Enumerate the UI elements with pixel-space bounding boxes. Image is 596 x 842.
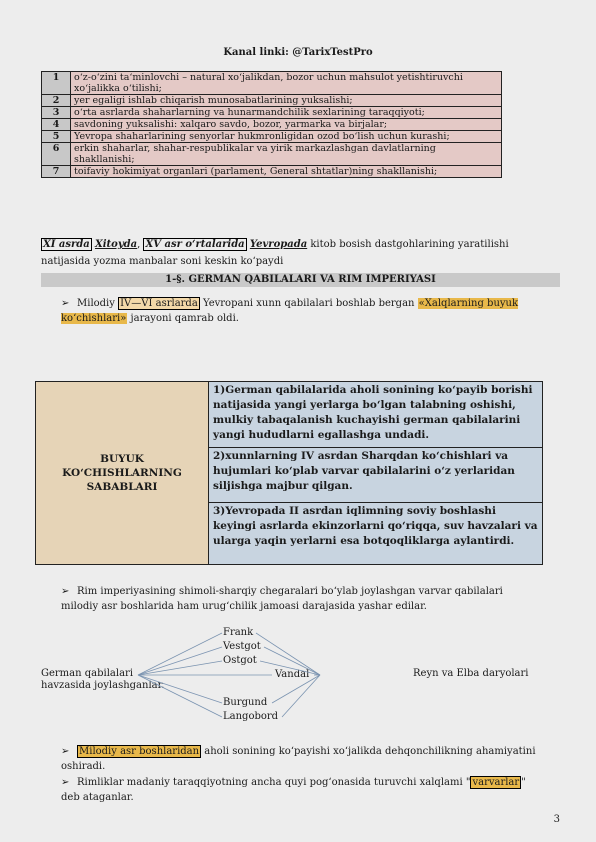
cause-item: 1)German qabilalarida aholi sonining ko‘payib borishi natijasida yangi yerlarga bo‘lgan talabning oshishi, mulkiy tabaqalanish kuchayishi german qabilalarini yangi hududlarni egallashga undadi. bbox=[209, 382, 542, 448]
intro-term-2: Xitoyda bbox=[94, 239, 138, 250]
diagram-left-label: German qabilalari havzasida joylashganlar. bbox=[41, 668, 165, 691]
tribe-vandal: Vandal bbox=[275, 669, 310, 680]
tribe-vestgot: Vestgot bbox=[223, 641, 261, 652]
arrow-bullet-icon: ➢ bbox=[61, 746, 70, 757]
period-highlight: IV—VI asrlarda bbox=[120, 298, 198, 309]
tribe-langobord: Langobord bbox=[223, 711, 279, 722]
table-row: 5 Yevropa shaharlarining senyorlar hukmronligidan ozod bo‘lish uchun kurashi; bbox=[42, 131, 502, 143]
intro-term-3: XV asr o‘rtalarida bbox=[145, 239, 245, 250]
intro-paragraph: XI asrda Xitoyda, XV asr o‘rtalarida Yevropada kitob bosish dastgohlarining yaratilishi natijasida yozma manbalar soni keskin ko‘paydi bbox=[41, 239, 509, 267]
table-row: 1 o‘z-o‘zini ta‘minlovchi – natural xo‘jalikdan, bozor uchun mahsulot yetishtiruvchi xo‘jalikka o‘tilishi; bbox=[42, 72, 502, 95]
page-number: 3 bbox=[553, 814, 560, 825]
table-row: 6 erkin shaharlar, shahar-respublikalar va yirik markazlashgan davlatlarning shakllanishi; bbox=[42, 143, 502, 166]
bullet-agriculture: ➢ Milodiy asr boshlaridan aholi sonining ko‘payishi xo‘jalikda dehqonchilikning ahamiyatini oshiradi. bbox=[61, 746, 536, 772]
cause-item: 3)Yevropada II asrdan iqlimning soviy boshlashi keyingi asrlarda ekinzorlarni qo‘riqqa, suv havzalari va ularga yaqin yerlarni esa botqoqliklarga aylantirdi. bbox=[209, 503, 542, 564]
section-title: 1-§. GERMAN QABILALARI VA RIM IMPERIYASI bbox=[41, 273, 560, 287]
term-highlight: «Xalqlarning buyuk ko‘chishlari» bbox=[61, 298, 519, 324]
tribe-burgund: Burgund bbox=[223, 697, 268, 708]
table-row: 2 yer egaligi ishlab chiqarish munosabatlarining yuksalishi; bbox=[42, 95, 502, 107]
bullet-migration: ➢ Milodiy IV—VI asrlarda Yevropani xunn qabilalari boshlab bergan «Xalqlarning buyuk ko‘chishlari» jarayoni qamrab oldi. bbox=[61, 298, 519, 324]
table-row: 3 o‘rta asrlarda shaharlarning va hunarmandchilik sexlarining taraqqiyoti; bbox=[42, 107, 502, 119]
agriculture-highlight: Milodiy asr boshlaridan bbox=[79, 746, 200, 757]
channel-header: Kanal linki: @TarixTestPro bbox=[223, 47, 373, 58]
causes-title: BUYUK KO‘CHISHLARNING SABABLARI bbox=[36, 382, 209, 564]
table-row: 4 savdoning yuksalishi: xalqaro savdo, bozor, yarmarka va birjalar; bbox=[42, 119, 502, 131]
table-row: 7 toifaviy hokimiyat organlari (parlament, General shtatlar)ning shakllanishi; bbox=[42, 166, 502, 178]
arrow-bullet-icon: ➢ bbox=[61, 777, 70, 788]
arrow-bullet-icon: ➢ bbox=[61, 298, 70, 309]
bullet-barbarians: ➢ Rimliklar madaniy taraqqiyotning ancha quyi pog‘onasida turuvchi xalqlami " varvarlar " deb ataganlar. bbox=[61, 777, 526, 803]
tribe-ostgot: Ostgot bbox=[223, 655, 257, 666]
intro-rest: kitob bosish dastgohlarining yaratilishi natijasida yozma manbalar soni keskin ko‘paydi bbox=[41, 239, 509, 267]
arrow-bullet-icon: ➢ bbox=[61, 586, 70, 597]
barbarians-highlight: varvarlar bbox=[472, 777, 520, 788]
tribe-frank: Frank bbox=[223, 627, 254, 638]
diagram-right-label: Reyn va Elba daryolari bbox=[413, 668, 529, 679]
bullet-rome: ➢ Rim imperiyasining shimoli-sharqiy chegaralari bo‘ylab joylashgan varvar qabilalari milodiy asr boshlarida ham urug‘chilik jamoasi darajasida yashar edilar. bbox=[61, 586, 503, 612]
intro-term-1: XI asrda bbox=[43, 239, 90, 250]
intro-term-4: Yevropada bbox=[249, 239, 308, 250]
cause-item: 2)xunnlarning IV asrdan Sharqdan ko‘chishlari va hujumlari ko‘plab varvar qabilalarini o‘z yerlaridan siljishga majbur qilgan. bbox=[209, 448, 542, 503]
